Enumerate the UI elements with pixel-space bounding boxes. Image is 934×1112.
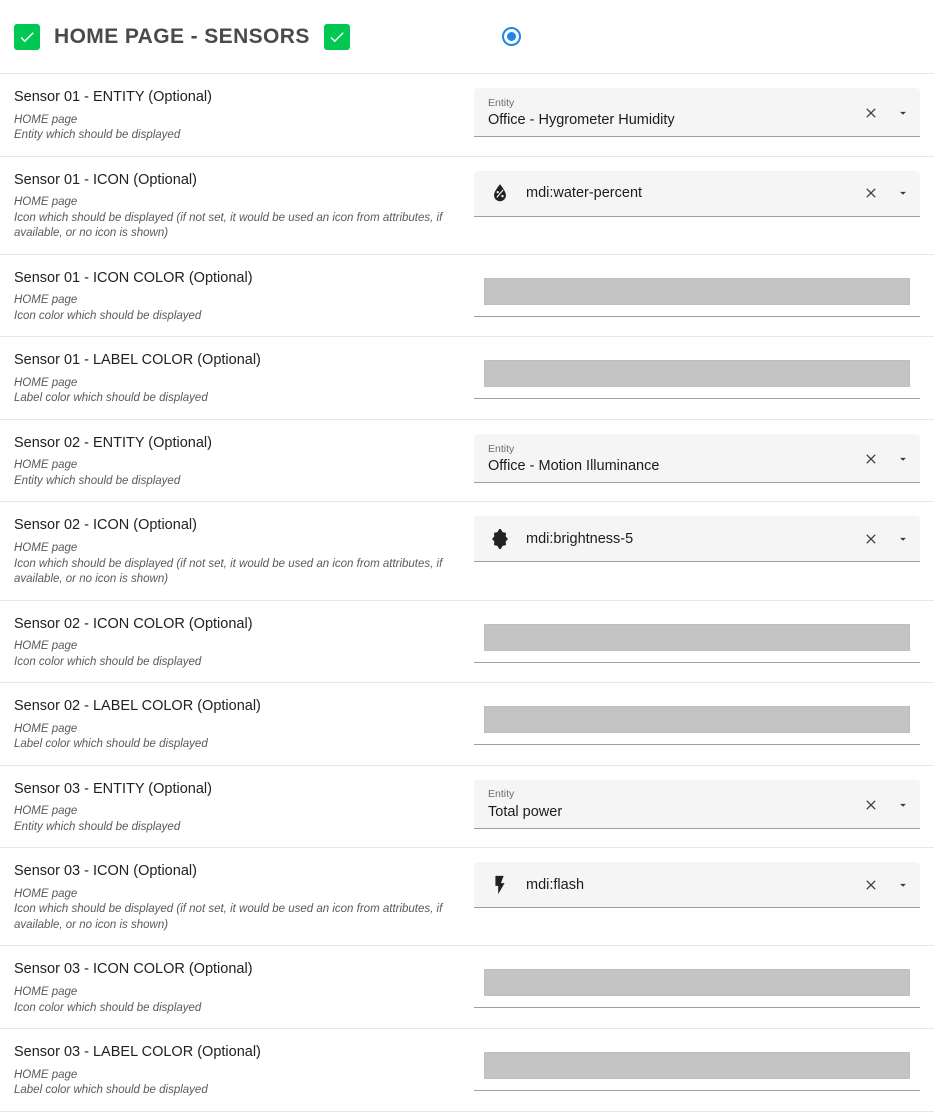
row-label-group bbox=[0, 88, 474, 144]
close-icon[interactable] bbox=[862, 450, 880, 468]
color-swatch[interactable] bbox=[484, 278, 910, 305]
row-control-group bbox=[474, 351, 934, 399]
brightness-5-icon bbox=[488, 527, 512, 551]
row-label-group bbox=[0, 862, 474, 933]
flash-icon bbox=[488, 873, 512, 897]
row-title: Sensor 03 - LABEL COLOR (Optional) bbox=[14, 1044, 261, 1061]
row-page-note: HOME page bbox=[14, 640, 78, 653]
row-description bbox=[14, 376, 460, 407]
row-control-group bbox=[474, 1043, 934, 1091]
row-title: Sensor 03 - ICON (Optional) bbox=[14, 863, 197, 880]
row-title: Sensor 01 - ICON COLOR (Optional) bbox=[14, 269, 253, 286]
row-control-group bbox=[474, 88, 934, 137]
row-description-text: Entity which should be displayed bbox=[14, 129, 181, 142]
entity-field-value[interactable]: Total power bbox=[488, 804, 563, 821]
settings-row bbox=[0, 601, 934, 684]
row-description bbox=[14, 293, 460, 324]
chevron-down-icon[interactable] bbox=[894, 104, 912, 122]
settings-row bbox=[0, 766, 934, 849]
chevron-down-icon[interactable] bbox=[894, 450, 912, 468]
row-label-group bbox=[0, 269, 474, 325]
row-description-text: Icon which should be displayed (if not set, it would be used an icon from attributes, if available, or no icon is shown) bbox=[14, 557, 443, 586]
icon-picker[interactable] bbox=[474, 516, 920, 562]
row-page-note: HOME page bbox=[14, 887, 78, 900]
entity-picker-body bbox=[488, 788, 852, 821]
settings-row bbox=[0, 502, 934, 600]
row-page-note: HOME page bbox=[14, 294, 78, 307]
chevron-down-icon[interactable] bbox=[894, 796, 912, 814]
chevron-down-icon[interactable] bbox=[894, 530, 912, 548]
entity-picker[interactable] bbox=[474, 434, 920, 483]
settings-row bbox=[0, 848, 934, 946]
icon-picker[interactable] bbox=[474, 862, 920, 908]
row-label-group bbox=[0, 351, 474, 407]
row-page-note: HOME page bbox=[14, 196, 78, 209]
settings-row bbox=[0, 946, 934, 1029]
entity-picker-body bbox=[488, 97, 852, 130]
row-label-group bbox=[0, 697, 474, 753]
entity-field-label: Entity bbox=[488, 96, 515, 109]
icon-picker-actions bbox=[862, 184, 912, 202]
row-title: Sensor 01 - LABEL COLOR (Optional) bbox=[14, 352, 261, 369]
close-icon[interactable] bbox=[862, 104, 880, 122]
row-label-group bbox=[0, 171, 474, 242]
row-description bbox=[14, 195, 460, 242]
entity-picker-body bbox=[488, 443, 852, 476]
row-title: Sensor 03 - ENTITY (Optional) bbox=[14, 780, 212, 797]
row-description-text: Label color which should be displayed bbox=[14, 392, 208, 405]
entity-picker[interactable] bbox=[474, 88, 920, 137]
entity-picker-actions bbox=[862, 796, 912, 814]
row-label-group bbox=[0, 780, 474, 836]
color-swatch[interactable] bbox=[484, 969, 910, 996]
row-description-text: Icon color which should be displayed bbox=[14, 655, 202, 668]
icon-picker-actions bbox=[862, 530, 912, 548]
settings-row bbox=[0, 157, 934, 255]
row-page-note: HOME page bbox=[14, 805, 78, 818]
settings-rows bbox=[0, 74, 934, 1112]
entity-field-value[interactable]: Office - Hygrometer Humidity bbox=[488, 112, 675, 129]
row-description bbox=[14, 985, 460, 1016]
row-description bbox=[14, 541, 460, 588]
icon-field-value[interactable]: mdi:flash bbox=[526, 876, 585, 893]
color-input[interactable] bbox=[474, 351, 920, 399]
color-input[interactable] bbox=[474, 615, 920, 663]
header-checkbox-right[interactable] bbox=[324, 24, 350, 50]
icon-picker[interactable] bbox=[474, 171, 920, 217]
row-page-note: HOME page bbox=[14, 542, 78, 555]
row-page-note: HOME page bbox=[14, 376, 78, 389]
row-page-note: HOME page bbox=[14, 459, 78, 472]
chevron-down-icon[interactable] bbox=[894, 184, 912, 202]
chevron-down-icon[interactable] bbox=[894, 876, 912, 894]
page-title: HOME PAGE - SENSORS bbox=[54, 24, 310, 48]
row-description-text: Icon color which should be displayed bbox=[14, 309, 202, 322]
row-title: Sensor 02 - ENTITY (Optional) bbox=[14, 434, 212, 451]
row-label-group bbox=[0, 615, 474, 671]
row-title: Sensor 02 - ICON COLOR (Optional) bbox=[14, 615, 253, 632]
color-swatch[interactable] bbox=[484, 1052, 910, 1079]
row-title: Sensor 02 - ICON (Optional) bbox=[14, 517, 197, 534]
row-control-group bbox=[474, 434, 934, 483]
entity-field-label: Entity bbox=[488, 788, 515, 801]
row-title: Sensor 03 - ICON COLOR (Optional) bbox=[14, 961, 253, 978]
row-title: Sensor 01 - ICON (Optional) bbox=[14, 171, 197, 188]
settings-row bbox=[0, 255, 934, 338]
entity-picker-actions bbox=[862, 104, 912, 122]
header-checkbox-left[interactable] bbox=[14, 24, 40, 50]
row-title: Sensor 01 - ENTITY (Optional) bbox=[14, 89, 212, 105]
header-radio-group[interactable] bbox=[502, 27, 521, 46]
entity-field-label: Entity bbox=[488, 442, 515, 455]
close-icon[interactable] bbox=[862, 530, 880, 548]
settings-row bbox=[0, 420, 934, 503]
color-input[interactable] bbox=[474, 960, 920, 1008]
row-description-text: Label color which should be displayed bbox=[14, 738, 208, 751]
row-label-group bbox=[0, 516, 474, 587]
row-description bbox=[14, 887, 460, 934]
row-label-group bbox=[0, 434, 474, 490]
row-description bbox=[14, 804, 460, 835]
row-description-text: Label color which should be displayed bbox=[14, 1084, 208, 1097]
icon-field-value[interactable]: mdi:brightness-5 bbox=[526, 530, 634, 547]
color-input[interactable] bbox=[474, 697, 920, 745]
icon-field-value[interactable]: mdi:water-percent bbox=[526, 185, 643, 202]
color-swatch[interactable] bbox=[484, 360, 910, 387]
row-description bbox=[14, 458, 460, 489]
row-control-group bbox=[474, 697, 934, 745]
row-description bbox=[14, 639, 460, 670]
row-control-group bbox=[474, 780, 934, 829]
row-page-note: HOME page bbox=[14, 1068, 78, 1081]
color-swatch[interactable] bbox=[484, 624, 910, 651]
close-icon[interactable] bbox=[862, 796, 880, 814]
row-description bbox=[14, 113, 460, 144]
row-description-text: Icon which should be displayed (if not set, it would be used an icon from attributes, if available, or no icon is shown) bbox=[14, 211, 443, 240]
settings-row bbox=[0, 74, 934, 157]
color-swatch[interactable] bbox=[484, 706, 910, 733]
row-control-group bbox=[474, 862, 934, 908]
row-description-text: Icon color which should be displayed bbox=[14, 1001, 202, 1014]
settings-row bbox=[0, 337, 934, 420]
row-control-group bbox=[474, 516, 934, 562]
close-icon[interactable] bbox=[862, 184, 880, 202]
row-page-note: HOME page bbox=[14, 986, 78, 999]
entity-picker[interactable] bbox=[474, 780, 920, 829]
row-control-group bbox=[474, 269, 934, 317]
row-control-group bbox=[474, 960, 934, 1008]
row-description bbox=[14, 1068, 460, 1099]
settings-row bbox=[0, 683, 934, 766]
entity-picker-actions bbox=[862, 450, 912, 468]
row-description bbox=[14, 722, 460, 753]
entity-field-value[interactable]: Office - Motion Illuminance bbox=[488, 458, 660, 475]
close-icon[interactable] bbox=[862, 876, 880, 894]
water-percent-icon bbox=[488, 181, 512, 205]
row-description-text: Icon which should be displayed (if not set, it would be used an icon from attributes, if available, or no icon is shown) bbox=[14, 903, 443, 931]
row-page-note: HOME page bbox=[14, 113, 78, 126]
row-control-group bbox=[474, 615, 934, 663]
row-label-group bbox=[0, 1043, 474, 1099]
radio-button-selected[interactable] bbox=[502, 27, 521, 46]
row-label-group bbox=[0, 960, 474, 1016]
row-description-text: Entity which should be displayed bbox=[14, 820, 181, 833]
section-header bbox=[0, 0, 934, 74]
color-input[interactable] bbox=[474, 1043, 920, 1091]
icon-picker-actions bbox=[862, 876, 912, 894]
row-description-text: Entity which should be displayed bbox=[14, 474, 181, 487]
settings-row bbox=[0, 1029, 934, 1112]
row-title: Sensor 02 - LABEL COLOR (Optional) bbox=[14, 698, 261, 715]
color-input[interactable] bbox=[474, 269, 920, 317]
row-control-group bbox=[474, 171, 934, 217]
row-page-note: HOME page bbox=[14, 722, 78, 735]
